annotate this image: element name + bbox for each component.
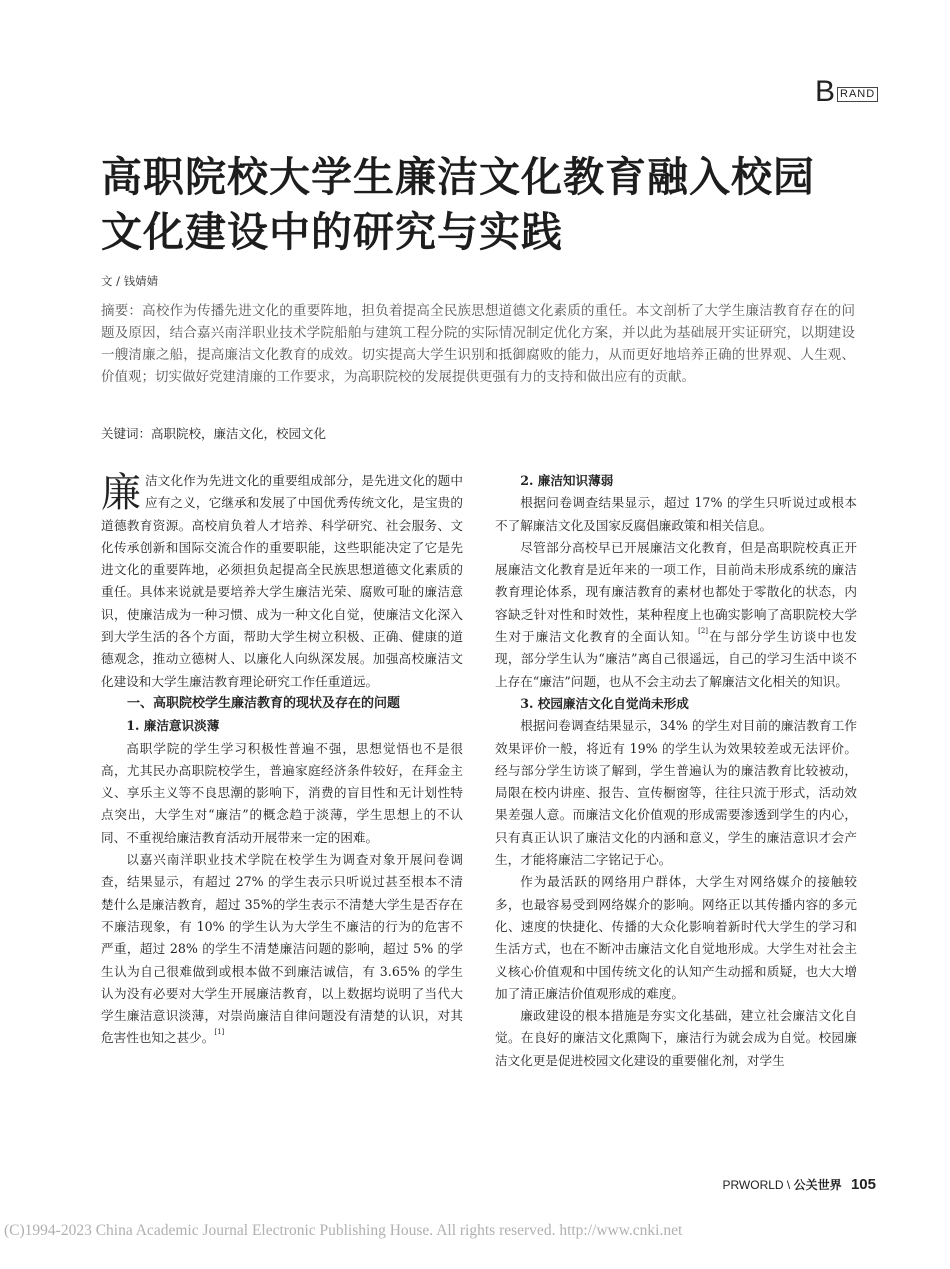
abstract: 摘要：高校作为传播先进文化的重要阵地，担负着提高全民族思想道德文化素质的重任。本文剖析了大学生廉洁教育存在的问题及原因，结合嘉兴南洋职业技术学院船舶与建筑工程分院的实际情况制定优化方案，并以此为基础展开实证研究，以期建设一艘清廉之船，提高廉洁文化教育的成效。切实提高大学生识别和抵御腐败的能力，从而更好地培养正确的世界观、人生观、价值观；切实做好党建清廉的工作要求，为高职院校的发展提供更强有力的支持和做出应有的贡献。 [101,303,855,385]
copyright-watermark: (C)1994-2023 China Academic Journal Electronic Publishing House. All rights reserved. http://www.cnki.net [4,1222,683,1239]
page-number: 105 [850,1176,876,1193]
paragraph-5: 根据问卷调查结果显示，34% 的学生对目前的廉洁教育工作效果评价一般，将近有 19% 的学生认为效果较差或无法评价。经与部分学生访谈了解到，学生普遍认为的廉洁教育比较被动，局限在校内讲座、报告、宣传橱窗等，往往只流于形式，活动效果差强人意。而廉洁文化价值观的形成需要渗透到学生的内心，只有真正认识了廉洁文化的内涵和意义，学生的廉洁意识才会产生，才能将廉洁二字铭记于心。 [495,718,857,868]
magazine-name: PRWORLD [722,1178,784,1192]
left-column [101,470,463,1050]
author: 文 / 钱婧婧 [101,274,159,288]
subheading-3: 3. 校园廉洁文化自觉尚未形成 [520,695,689,711]
magazine-cn-name: 公关世界 [793,1178,842,1192]
title-line-2: 文化建设中的研究与实践 [101,208,563,256]
intro-paragraph [101,470,463,693]
paragraph-4-text-b: 在与部分学生访谈中也发现，部分学生认为“廉洁”离自己很遥远，自己的学习生活中谈不上存在“廉洁”问题，也从不会主动去了解廉洁文化相关的知识。 [495,629,858,689]
brand-rest: RAND [837,87,878,102]
title-line-1: 高职院校大学生廉洁文化教育融入校园 [101,153,815,201]
brand-letter: B [815,75,836,108]
paragraph-7: 廉政建设的根本措施是夯实文化基础，建立社会廉洁文化自觉。在良好的廉洁文化熏陶下，廉洁行为就会成为自觉。校园廉洁文化更是促进校园文化建设的重要催化剂，对学生 [495,1008,857,1068]
drop-cap: 廉 [101,470,141,516]
reference-2: [2] [698,627,709,636]
subheading-2: 2. 廉洁知识薄弱 [520,473,614,488]
footer-separator: \ [786,1178,791,1192]
right-column [495,470,857,1072]
section-heading-1: 一、高职院校学生廉洁教育的现状及存在的问题 [127,695,401,711]
paragraph-4-text-a: 尽管部分高校早已开展廉洁文化教育，但是高职院校真正开展廉洁文化教育是近年来的一项工作，目前尚未形成系统的廉洁教育理论体系，现有廉洁教育的素材也都处于零散化的状态，内容缺乏针对性和时效性，某种程度上也确实影响了高职院校大学生对于廉洁文化教育的全面认知。 [495,539,857,645]
page-footer [722,1176,876,1193]
paragraph-1: 高职学院的学生学习积极性普遍不强，思想觉悟也不是很高，尤其民办高职院校学生，普遍家庭经济条件较好，在拜金主义、享乐主义等不良思潮的影响下，消费的盲目性和无计划性特点突出，大学生对“廉洁”的概念趋于淡薄，学生思想上的不认同、不重视给廉洁教育活动开展带来一定的困难。 [101,740,463,845]
keywords: 关键词：高职院校，廉洁文化，校园文化 [101,426,327,441]
reference-1: [1] [214,1028,225,1037]
paragraph-2-text: 以嘉兴南洋职业技术学院在校学生为调查对象开展问卷调查，结果显示，有超过 27% 的学生表示只听说过甚至根本不清楚什么是廉洁教育，超过 35%的学生表示不清楚大学生是否存在不廉洁现象，有 10% 的学生认为大学生不廉洁的行为的危害不严重，超过 28% 的学生不清楚廉洁问题的影响，超过 5% 的学生认为自己很难做到或根本做不到廉洁诚信，有 3.65% 的学生认为没有必要对大学生开展廉洁教育，以上数据均说明了当代大学生廉洁意识淡薄，对崇尚廉洁自律问题没有清楚的认识，对其危害性也知之甚少。 [101,852,463,1046]
paragraph-2 [101,849,463,1050]
paragraph-6: 作为最活跃的网络用户群体，大学生对网络媒介的接触较多，也最容易受到网络媒介的影响。网络正以其传播内容的多元化、速度的快捷化、传播的大众化影响着新时代大学生的学习和生活方式，也在不断冲击廉洁文化自觉地形成。大学生对社会主义核心价值观和中国传统文化的认知产生动摇和质疑，也大大增加了清正廉洁价值观形成的难度。 [495,874,857,1001]
intro-text: 洁文化作为先进文化的重要组成部分，是先进文化的题中应有之义，它继承和发展了中国优秀传统文化，是宝贵的道德教育资源。高校肩负着人才培养、科学研究、社会服务、文化传承创新和国际交流合作的重要职能，这些职能决定了它是先进文化的重要阵地，必须担负起提高全民族思想道德文化素质的重任。具体来说就是要培养大学生廉洁光荣、腐败可耻的廉洁意识，使廉洁成为一种习惯、成为一种文化自觉，使廉洁文化深入到大学生活的各个方面，帮助大学生树立积极、正确、健康的道德观念，推动立德树人、以廉化人向纵深发展。加强高校廉洁文化建设和大学生廉洁教育理论研究工作任重道远。 [101,473,463,689]
subheading-1: 1. 廉洁意识淡薄 [126,718,220,734]
paragraph-3: 根据问卷调查结果显示，超过 17% 的学生只听说过或根本不了解廉洁文化及国家反腐倡廉政策和相关信息。 [495,495,857,533]
brand-logo [815,75,876,108]
article-title [101,150,861,260]
paragraph-4 [495,537,857,693]
